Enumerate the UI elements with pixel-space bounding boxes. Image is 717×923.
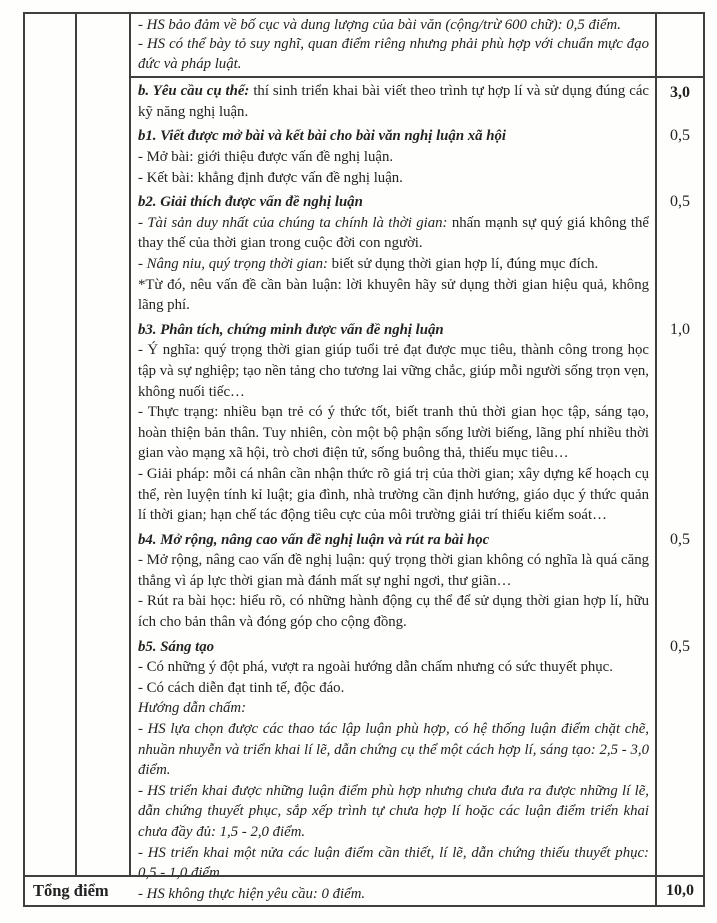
rubric-line: - Mở bài: giới thiệu được vấn đề nghị luận. <box>138 149 394 165</box>
section-b-tail: thí sinh triển khai bài viết theo trình tự hợp lí và sử dụng đúng các kỹ năng nghị luận. <box>138 83 649 120</box>
rubric-line: - Mở rộng, nâng cao vấn đề nghị luận: quý trọng thời gian không có nghĩa là quá căng thẳng vì áp lực thời gian mà đánh mất sự nghỉ ngơi, thư giãn… <box>138 552 649 589</box>
section-b-heading: b. Yêu cầu cụ thể: <box>138 83 250 100</box>
section-b4-heading: b4. Mở rộng, nâng cao vấn đề nghị luận và rút ra bài học <box>138 531 490 548</box>
rubric-line: *Từ đó, nêu vấn đề cần bàn luận: lời khuyên hãy sử dụng thời gian hiệu quả, không lãng phí. <box>138 276 649 314</box>
rubric-line: - Thực trạng: nhiều bạn trẻ có ý thức tốt, biết tranh thủ thời gian học tập, sáng tạo, hoàn thiện bản thân. Tuy nhiên, còn một bộ phận sống lười biếng, lãng phí nhiều thời gian vào mạng xã hội, trò chơi điện tử, sống buông thả, thiếu mục tiêu… <box>138 404 649 462</box>
section-b2-content <box>131 190 657 318</box>
section-b-score: 3,0 <box>670 84 690 102</box>
prelude-content-cell <box>131 14 657 76</box>
grading-guide-line: - HS không thực hiện yêu cầu: 0 điểm. <box>138 885 366 902</box>
section-b1-score: 0,5 <box>670 127 690 145</box>
total-label: Tổng điểm <box>33 881 109 900</box>
section-b1-content <box>131 124 657 190</box>
grading-guide-line: - HS lựa chọn được các thao tác lập luận phù hợp, có hệ thống luận điểm chặt chẽ, nhuần nhuyễn và triển khai lí lẽ, dẫn chứng cụ thể một cách hợp lí, sáng tạo: 2,5 - 3,0 điểm. <box>138 721 649 779</box>
rubric-line: - Giải pháp: mỗi cá nhân cần nhận thức rõ giá trị của thời gian; xây dựng kế hoạch cụ thể, rèn luyện tính kỉ luật; gia đình, nhà trường cần định hướng, giáo dục ý thức quản lí thời gian; hạn chế tác động tiêu cực của môi trường giải trí thiếu kiểm soát… <box>138 465 649 524</box>
grading-guide-line: - HS triển khai được những luận điểm phù hợp nhưng chưa đưa ra được những lí lẽ, dẫn chứng thuyết phục, sắp xếp trình tự chưa hợp lí hoặc các luận điểm triển khai chưa đầy đủ: 1,5 - 2,0 điểm. <box>138 782 649 840</box>
section-b <box>131 78 703 124</box>
section-b2-score: 0,5 <box>670 193 690 211</box>
section-b5-score: 0,5 <box>670 637 690 655</box>
section-b-paragraph <box>138 81 649 122</box>
rubric-line: - Rút ra bài học: hiểu rõ, có những hành động cụ thể để sử dụng thời gian hợp lí, hữu ích cho bản thân và đóng góp cho cộng đồng. <box>138 593 649 631</box>
rubric-line: - Nâng niu, quý trọng thời gian: biết sử dụng thời gian hợp lí, đúng mục đích. <box>138 255 599 272</box>
section-b2-heading: b2. Giải thích được vấn đề nghị luận <box>138 194 363 211</box>
section-b4-score: 0,5 <box>670 530 690 548</box>
section-b2 <box>131 190 703 318</box>
grading-guide-line: - HS triển khai một nửa các luận điểm cần thiết, lí lẽ, dẫn chứng thiếu thuyết phục: 0,5 - 1,0 điểm. <box>138 844 649 882</box>
grading-rubric-table <box>23 12 705 907</box>
section-b5-content <box>131 635 657 907</box>
quoted-phrase: - Tài sản duy nhất của chúng ta chính là thời gian: <box>138 214 448 231</box>
prelude-row <box>131 14 703 78</box>
section-b4 <box>131 528 703 635</box>
rubric-line: - Có cách diễn đạt tinh tế, độc đáo. <box>138 679 345 696</box>
section-b4-content <box>131 528 657 635</box>
section-b1-heading: b1. Viết được mở bài và kết bài cho bài văn nghị luận xã hội <box>138 128 506 145</box>
rubric-line: - Tài sản duy nhất của chúng ta chính là thời gian: nhấn mạnh sự quý giá không thể thay thế của thời gian trong cuộc đời con người. <box>138 214 649 252</box>
prelude-line: - HS bảo đảm về bố cục và dung lượng của bài văn (cộng/trừ 600 chữ): 0,5 điểm. <box>138 17 621 33</box>
section-b3-heading: b3. Phân tích, chứng minh được vấn đề nghị luận <box>138 321 444 338</box>
prelude-score-cell <box>657 14 703 76</box>
total-score: 10,0 <box>655 877 703 905</box>
rubric-line: - Kết bài: khẳng định được vấn đề nghị luận. <box>138 169 403 186</box>
rubric-line: - Ý nghĩa: quý trọng thời gian giúp tuổi trẻ đạt được mục tiêu, thành công trong học tập và sự nghiệp; tạo nền tảng cho tương lai vững chắc, giúp mỗi người sống trọn vẹn, không nuối tiếc… <box>138 342 649 400</box>
section-b5-heading: b5. Sáng tạo <box>138 638 215 655</box>
total-row <box>25 875 703 905</box>
section-b5 <box>131 635 703 907</box>
section-b1 <box>131 124 703 190</box>
section-b3-content <box>131 318 657 528</box>
rubric-line: - Có những ý đột phá, vượt ra ngoài hướng dẫn chấm nhưng có sức thuyết phục. <box>138 659 613 676</box>
question-number-column <box>25 14 77 875</box>
grading-guide-label: Hướng dẫn chấm: <box>138 700 247 717</box>
section-b3-score: 1,0 <box>670 320 690 338</box>
part-column <box>77 14 131 875</box>
section-b3 <box>131 318 703 528</box>
prelude-line: - HS có thể bày tỏ suy nghĩ, quan điểm riêng nhưng phải phù hợp với chuẩn mực đạo đức và pháp luật. <box>138 36 649 72</box>
quoted-phrase: - Nâng niu, quý trọng thời gian: <box>138 255 328 272</box>
section-b-content <box>131 78 657 124</box>
